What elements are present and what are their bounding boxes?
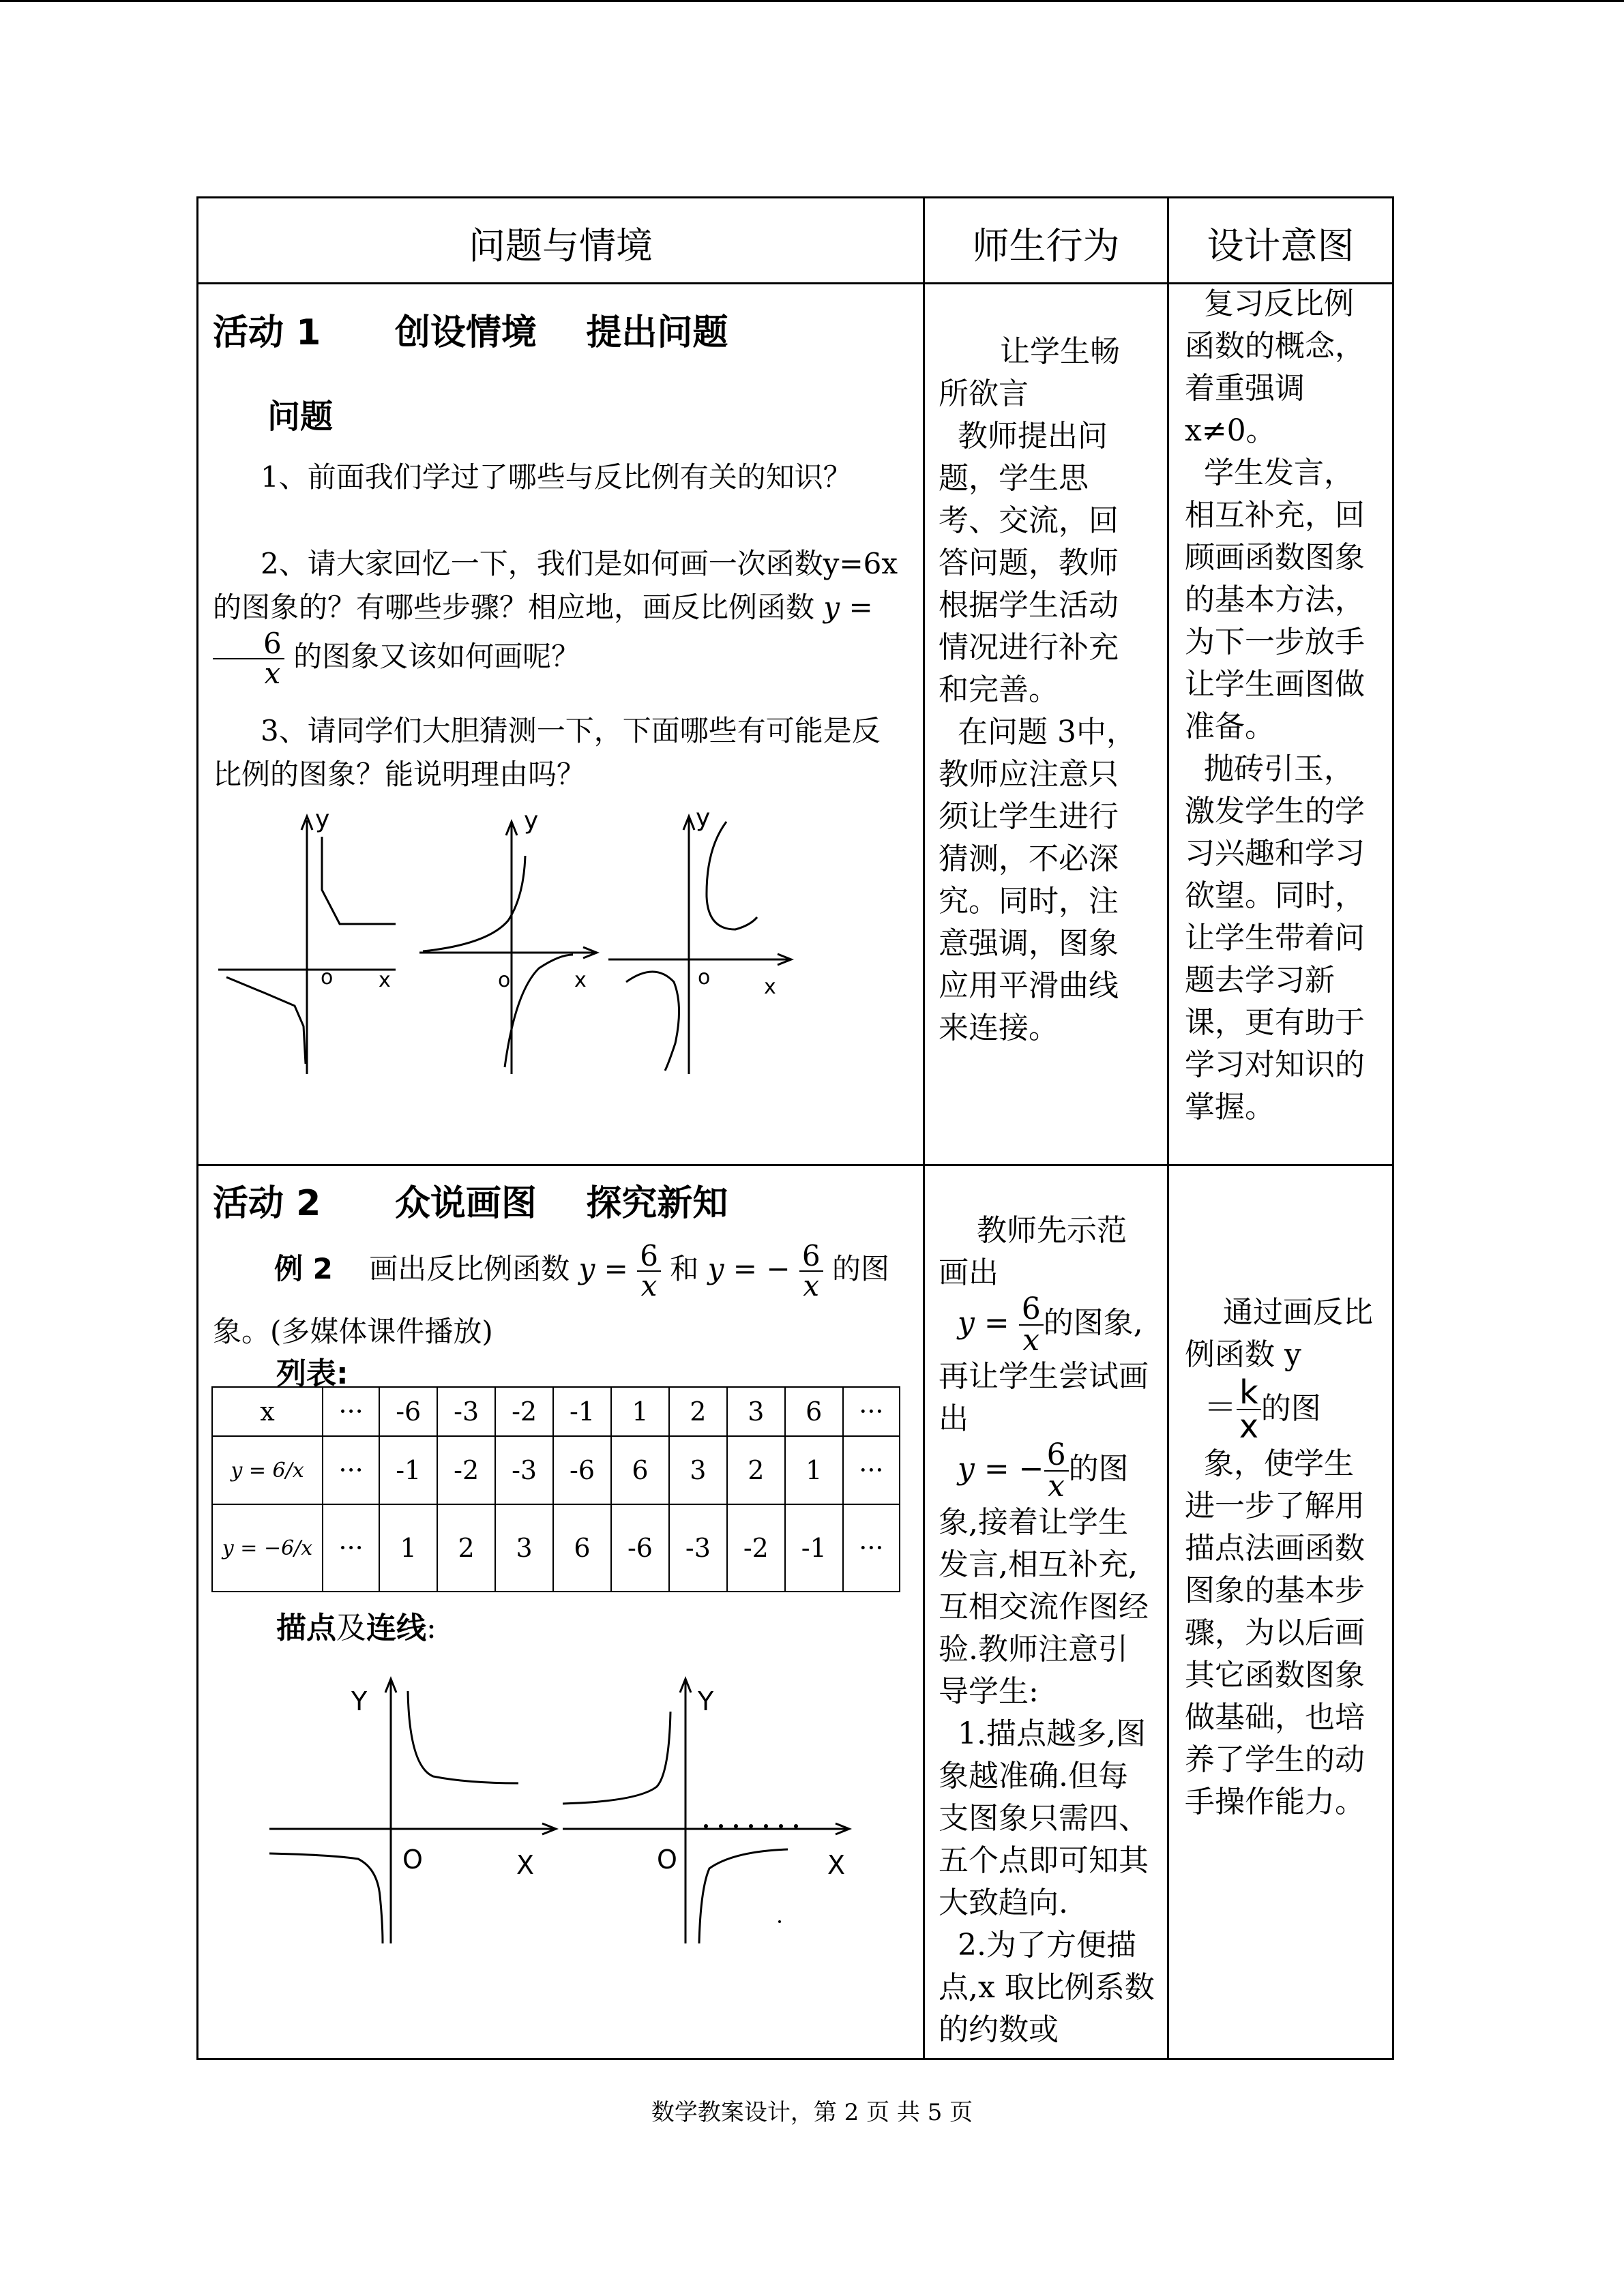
table-cell: 2: [437, 1504, 495, 1592]
table-cell: -3: [437, 1387, 495, 1436]
graph-a-y-label: Y: [351, 1686, 368, 1716]
table-cell: ···: [323, 1504, 379, 1592]
plot-and-connect-label: 描点及连线:: [276, 1611, 437, 1645]
table-cell: -6: [379, 1387, 437, 1436]
table-row: [212, 1504, 900, 1592]
page-footer: 数学教案设计，第 2 页 共 5 页: [651, 2099, 973, 2126]
fraction-6-over-x: $\frac{6}{x}$: [1044, 1440, 1069, 1502]
table-cell: -1: [553, 1387, 611, 1436]
table-cell: 2: [727, 1436, 785, 1504]
graph3-x-label: x: [764, 975, 776, 999]
table-cell: ···: [843, 1387, 900, 1436]
top-border: [0, 0, 1624, 2]
table-row-label: y = −6/x: [212, 1504, 323, 1592]
table-cell: -1: [785, 1504, 843, 1592]
table-right-border: [1392, 196, 1394, 2060]
table-cell: x: [212, 1387, 323, 1436]
table-cell: ···: [323, 1387, 379, 1436]
graph2-y-label: y: [524, 808, 539, 835]
table-cell: ···: [843, 1504, 900, 1592]
graph-b-x-label: X: [827, 1850, 846, 1880]
table-cell: -1: [379, 1436, 437, 1504]
table-row-label: y = 6/x: [212, 1436, 323, 1504]
table-left-border: [196, 196, 198, 2060]
fraction-6-over-x: $\frac{6}{x}$: [637, 1242, 661, 1300]
table-cell: 6: [785, 1387, 843, 1436]
question-2: 2、请大家回忆一下，我们是如何画一次函数y=6x 的图象的？有哪些步骤？相应地，画反比例函数 y = $\frac{6}{x}$ 的图象又该如何画呢？: [213, 547, 898, 690]
activity1-title: 活动 1 创设情境 提出问题: [213, 312, 728, 353]
table-cell: 6: [611, 1436, 669, 1504]
graph1-o-label: o: [321, 966, 334, 989]
table-row: [212, 1436, 900, 1504]
activity1-subtitle: 问题: [267, 398, 334, 436]
table-cell: 1: [785, 1436, 843, 1504]
table-label: 列表:: [276, 1356, 349, 1391]
table-cell: 3: [669, 1436, 727, 1504]
graph1-y-label: y: [315, 808, 330, 833]
table-cell: -2: [727, 1504, 785, 1592]
table-bottom-border: [196, 2058, 1394, 2060]
header-problem-situation: 问题与情境: [469, 224, 653, 267]
row-divider: [196, 1164, 1394, 1166]
column-divider-1: [923, 196, 925, 2060]
activity2-title: 活动 2 众说画图 探究新知: [213, 1183, 728, 1224]
table-cell: ···: [323, 1436, 379, 1504]
header-design-intent: 设计意图: [1207, 224, 1355, 267]
graph-b-y-label: Y: [698, 1686, 714, 1716]
table-cell: 3: [727, 1387, 785, 1436]
fraction-6-over-x: $\frac{6}{x}$: [1019, 1294, 1044, 1356]
activity1-design-intent: 复习反比例函数的概念，着重强调 x≠0。 学生发言，相互补充，回顾画函数图象的基本方法，为下一步放手让学生画图做准备。 抛砖引玉，激发学生的学习兴趣和学习欲望。同时，让学生带着问题去学习新课，更有助于学习对知识的掌握。: [1185, 286, 1365, 1124]
activity2-teacher-behavior: 教师先示范画出 y = $\frac{6}{x}$ 的图象,再让学生尝试画出 y = − $\frac{6}{x}$ 的图象,接着让学生发言,相互补充,互相交流作图经验.教师注意引导学生: 1.描点越多,图象越准确.但每支图象只需四、五个点即可知其大致趋向. 2.为了方便描点,x 取比例系数的约数或: [939, 1213, 1155, 2047]
guess-graphs: [218, 808, 818, 1081]
table-cell: -6: [611, 1504, 669, 1592]
graph3-o-label: o: [698, 966, 711, 989]
graph3-y-label: y: [696, 808, 711, 832]
activity1-teacher-behavior: 让学生畅所欲言 教师提出问题，学生思考、交流，回答问题，教师根据学生活动情况进行补充和完善。 在问题 3中，教师应注意只须让学生进行猜测，不必深究。同时，注意强调，图象应用平滑曲线来连接。: [939, 334, 1136, 1045]
table-cell: -3: [495, 1436, 553, 1504]
table-cell: -3: [669, 1504, 727, 1592]
graph-a-x-label: X: [516, 1850, 535, 1880]
column-divider-2: [1167, 196, 1169, 2060]
table-cell: ···: [843, 1436, 900, 1504]
graph-a-o-label: O: [402, 1845, 423, 1875]
graph2-o-label: o: [498, 968, 511, 992]
header-teacher-student: 师生行为: [972, 224, 1120, 267]
example-2: 例 2 画出反比例函数 y = $\frac{6}{x}$ 和 y = − $\frac{6}{x}$ 的图象。(多媒体课件播放): [213, 1239, 889, 1348]
table-cell: -2: [495, 1387, 553, 1436]
table-cell: 6: [553, 1504, 611, 1592]
fraction-6-over-x: $\frac{6}{x}$: [799, 1242, 823, 1300]
graph1-x-label: x: [379, 968, 391, 992]
table-cell: -2: [437, 1436, 495, 1504]
table-cell: 1: [379, 1504, 437, 1592]
table-cell: -6: [553, 1436, 611, 1504]
table-cell: 1: [611, 1387, 669, 1436]
activity2-design-intent: 通过画反比例函数 y ＝ $\frac{k}{x}$ 的图 象，使学生进一步了解用描点法画函数图象的基本步骤，为以后画其它函数图象做基础，也培养了学生的动手操作能力。: [1185, 1295, 1373, 1819]
value-table: [211, 1386, 900, 1592]
graph-b-o-label: O: [657, 1845, 677, 1875]
table-cell: 3: [495, 1504, 553, 1592]
fraction-k-over-x: $\frac{k}{x}$: [1237, 1376, 1261, 1443]
question-3: 3、请同学们大胆猜测一下，下面哪些有可能是反比例的图象？能说明理由吗？: [213, 714, 881, 791]
table-row: [212, 1387, 900, 1436]
fraction-6-over-x: $\frac{6}{x}$: [213, 629, 284, 688]
table-top-border: [196, 196, 1394, 198]
table-cell: 2: [669, 1387, 727, 1436]
hyperbola-graphs: [263, 1671, 876, 1957]
question-1: 1、前面我们学过了哪些与反比例有关的知识？: [261, 460, 852, 494]
graph2-x-label: x: [574, 968, 587, 992]
